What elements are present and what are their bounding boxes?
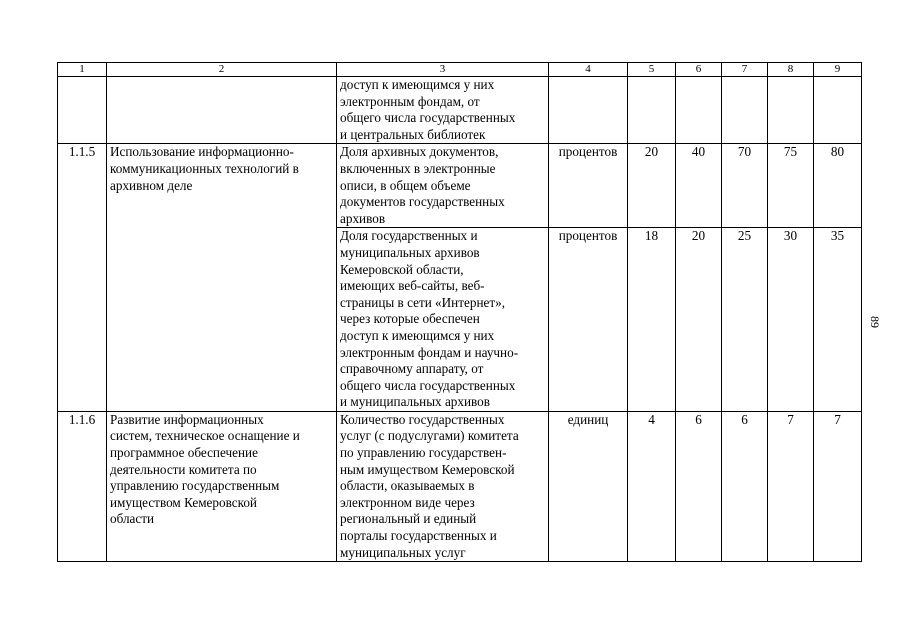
indicator-text: Количество государственных услуг (с подуслугами) комитета по управлению государствен- ным имуществом Кемеровской области, оказываемых в электронном виде через региональный и единый порталы государственных и муниципальных услуг (337, 411, 549, 561)
column-header: 2 (107, 63, 337, 77)
value-cell: 70 (722, 144, 768, 228)
column-header: 4 (549, 63, 628, 77)
item-number: 1.1.5 (58, 144, 107, 412)
value-cell: 6 (676, 411, 722, 561)
unit-cell: процентов (549, 228, 628, 412)
value-cell (768, 77, 814, 144)
indicator-text: Доля государственных и муниципальных архивов Кемеровской области, имеющих веб-сайты, веб- страницы в сети «Интернет», через которые обеспечен доступ к имеющимся у них электронным фондам и научно- справочному аппарату, от общего числа государственных и муниципальных архивов (337, 228, 549, 412)
activity-name: Развитие информационных систем, техническое оснащение и программное обеспечение деятельности комитета по управлению государственным имуществом Кемеровской области (107, 411, 337, 561)
unit-cell (549, 77, 628, 144)
table-row (58, 411, 862, 561)
value-cell (628, 77, 676, 144)
indicator-text: доступ к имеющимся у них электронным фондам, от общего числа государственных и центральных библиотек (337, 77, 549, 144)
value-cell: 35 (814, 228, 862, 412)
table-row (58, 77, 862, 144)
value-cell: 80 (814, 144, 862, 228)
item-number (58, 77, 107, 144)
value-cell (676, 77, 722, 144)
value-cell: 20 (628, 144, 676, 228)
page-number: 89 (868, 316, 882, 328)
value-cell: 75 (768, 144, 814, 228)
value-cell: 30 (768, 228, 814, 412)
column-header: 9 (814, 63, 862, 77)
value-cell: 6 (722, 411, 768, 561)
value-cell: 40 (676, 144, 722, 228)
unit-cell: процентов (549, 144, 628, 228)
value-cell: 25 (722, 228, 768, 412)
indicators-table (57, 62, 862, 562)
table-row (58, 144, 862, 228)
column-header: 6 (676, 63, 722, 77)
column-number-row (58, 63, 862, 77)
value-cell: 18 (628, 228, 676, 412)
value-cell: 7 (768, 411, 814, 561)
value-cell (814, 77, 862, 144)
column-header: 5 (628, 63, 676, 77)
column-header: 3 (337, 63, 549, 77)
value-cell: 20 (676, 228, 722, 412)
activity-name: Использование информационно- коммуникационных технологий в архивном деле (107, 144, 337, 412)
column-header: 7 (722, 63, 768, 77)
value-cell (722, 77, 768, 144)
column-header: 8 (768, 63, 814, 77)
column-header: 1 (58, 63, 107, 77)
value-cell: 7 (814, 411, 862, 561)
item-number: 1.1.6 (58, 411, 107, 561)
value-cell: 4 (628, 411, 676, 561)
unit-cell: единиц (549, 411, 628, 561)
activity-name (107, 77, 337, 144)
indicator-text: Доля архивных документов, включенных в электронные описи, в общем объеме документов государственных архивов (337, 144, 549, 228)
